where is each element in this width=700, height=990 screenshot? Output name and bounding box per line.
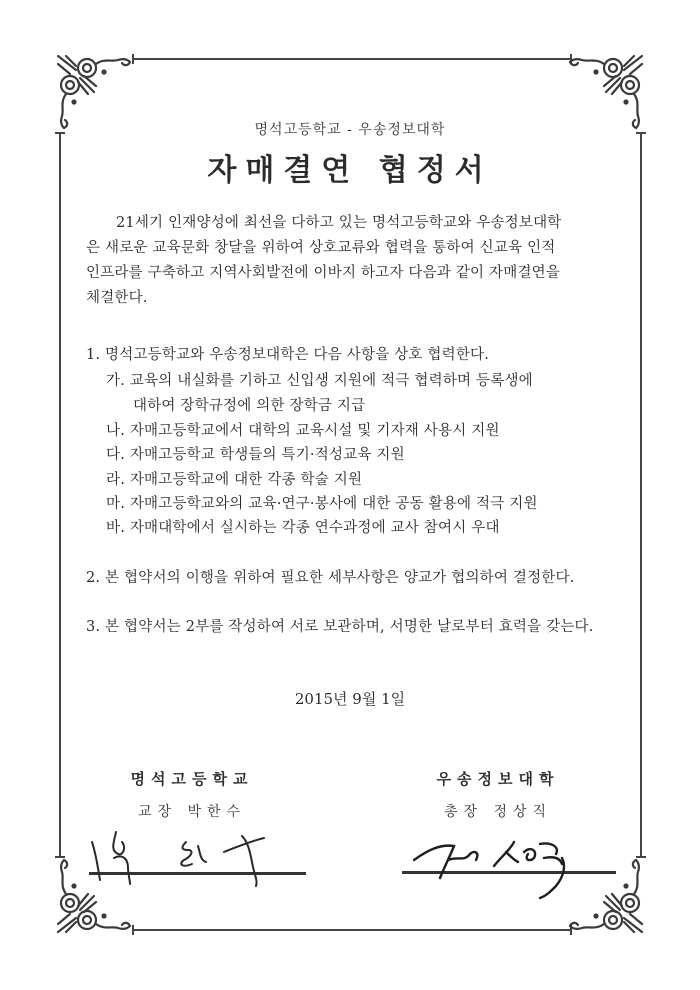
signatory-right-org: 우송정보대학 (436, 770, 560, 788)
article-1-sub-ga-cont: 대하여 장학규정에 의한 장학금 지급 (133, 398, 366, 414)
handwritten-signature-icon (88, 828, 268, 888)
article-2: 2. 본 협약서의 이행을 위하여 필요한 세부사항은 양교가 협의하여 결정한다. (86, 570, 575, 586)
article-1-sub-ba: 바. 자매대학에서 실시하는 각종 연수과정에 교사 참여시 우대 (106, 520, 500, 536)
article-1-sub-da: 다. 자매고등학교 학생들의 특기·적성교육 지원 (106, 447, 405, 463)
border-left (59, 133, 61, 856)
intro-line: 체결한다. (86, 290, 148, 306)
signatory-left-rep: 교장 박한수 (137, 804, 247, 820)
signatory-right-rep: 총장 정상직 (443, 804, 553, 820)
intro-paragraph (86, 211, 618, 311)
intro-line: 인프라를 구축하고 지역사회발전에 이바지 하고자 다음과 같이 자매결연을 (86, 265, 561, 281)
border-top (133, 58, 571, 60)
document-title: 자매결연 협정서 (207, 153, 493, 188)
signatory-left-org: 명석고등학교 (130, 770, 254, 788)
intro-line: 은 새로운 교육문화 창달을 위하여 상호교류와 협력을 통하여 신교육 인적 (86, 240, 556, 256)
border-cap (132, 54, 134, 64)
border-cap (132, 925, 134, 935)
article-1-sub-ra: 라. 자매고등학교에 대한 각종 학술 지원 (106, 472, 363, 488)
article-1-sub-ga: 가. 교육의 내실화를 기하고 신입생 지원에 적극 협력하며 등록생에 (106, 373, 533, 389)
article-3: 3. 본 협약서는 2부를 작성하여 서로 보관하며, 서명한 날로부터 효력을 갖는다. (86, 619, 594, 635)
border-right (640, 133, 642, 856)
article-1: 1. 명석고등학교와 우송정보대학은 다음 사항을 상호 협력한다. (86, 347, 490, 363)
signing-date: 2015년 9월 1일 (294, 690, 406, 708)
intro-line: 21세기 인재양성에 최선을 다하고 있는 명석고등학교와 우송정보대학 (116, 215, 562, 231)
document-subtitle: 명석고등학교 - 우송정보대학 (254, 122, 446, 138)
article-1-sub-ma: 마. 자매고등학교와의 교육·연구·봉사에 대한 공동 활용에 적극 지원 (106, 496, 538, 512)
handwritten-signature-icon (410, 832, 610, 900)
border-bottom (133, 929, 571, 931)
article-1-sub-na: 나. 자매고등학교에서 대학의 교육시설 및 기자재 사용시 지원 (106, 423, 500, 439)
